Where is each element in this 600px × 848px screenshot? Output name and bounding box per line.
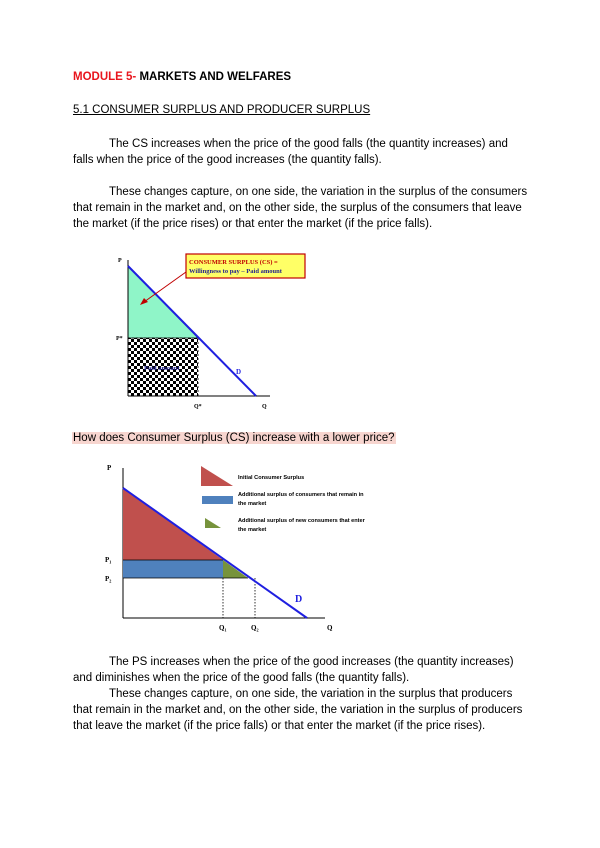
q1-label: Q₁ [219,624,227,632]
price-star-label: P* [116,336,123,342]
legend-remain-label-2: the market [238,501,267,507]
legend-initial-label: Initial Consumer Surplus [238,475,305,481]
p2-label: P₂ [105,575,112,583]
legend-new-swatch [205,518,221,528]
quantity-axis-label: Q [327,624,333,632]
price-axis-label: P [118,258,122,264]
legend-new-label-1: Additional surplus of new consumers that enter [238,518,365,524]
price-axis-label: P [107,464,112,472]
module-number: MODULE 5- [73,71,137,83]
p1-label: P₁ [105,556,112,564]
section-title: 5.1 CONSUMER SURPLUS AND PRODUCER SURPLUS [73,104,371,116]
cs-box-line2: Willingness to pay – Paid amount [189,268,282,275]
cs-increase-figure [95,458,365,643]
callout-arrow [144,272,186,302]
paragraph-cs-change: The CS increases when the price of the good falls (the quantity increases) and falls when the price of the good increases (the quantity falls). [73,138,508,166]
demand-label: D [295,594,303,605]
new-consumers-area [223,560,248,578]
consumer-surplus-figure [110,252,285,414]
paid-amount-label: Paid amount [144,365,180,372]
paragraph-cs-variation: These changes capture, on one side, the variation in the surplus of the consumers that remain in the market and, on the other side, the surplus of the consumers that leave the market (if the price rises) or that enter the market (if the price falls). [73,186,528,230]
legend-remain-label-1: Additional surplus of consumers that remain in [238,492,364,498]
legend-initial-swatch [201,466,233,486]
legend-remain-swatch [202,496,233,504]
demand-label: D [236,368,242,376]
module-name: MARKETS AND WELFARES [136,71,292,83]
q2-label: Q₂ [251,624,259,632]
quantity-star-label: Q* [194,404,202,410]
remaining-consumers-area [123,560,223,578]
question-text: How does Consumer Surplus (CS) increase with a lower price? [73,432,395,444]
legend-new-label-2: the market [238,527,267,533]
paragraph-ps-change: The PS increases when the price of the good increases (the quantity increases) and diminishes when the price of the good falls (the quantity falls). These changes capture, on one side, the variation in the surplus that producers that remain in the market and, on the other side, the variation in the surplus of producers that leave the market (if the price falls) or that enter the market (if the price rises). [73,656,523,732]
quantity-axis-label: Q [262,404,267,410]
module-title [73,71,291,83]
cs-box-line1: CONSUMER SURPLUS (CS) = [189,259,278,266]
